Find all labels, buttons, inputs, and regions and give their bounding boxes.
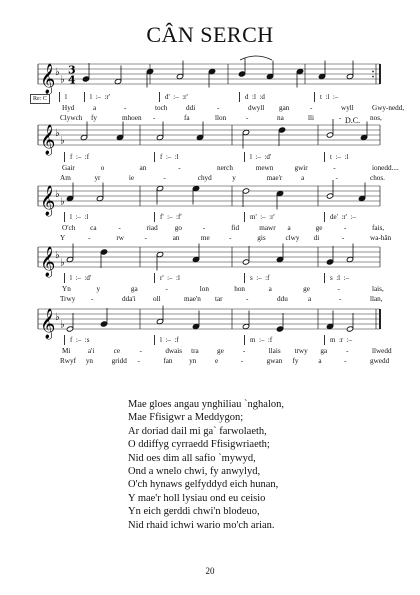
lyric-syllable: -	[240, 357, 244, 365]
flat-sign: ♭	[60, 257, 65, 269]
note-head	[358, 195, 365, 201]
note-head	[296, 68, 303, 74]
note-head	[156, 134, 163, 140]
lyric-syllable: -	[217, 104, 220, 112]
note-head	[276, 256, 283, 262]
lyric-syllable: ga	[320, 347, 328, 355]
note-head	[266, 73, 273, 79]
lyric-syllable: -	[137, 357, 140, 365]
lyric-syllable: -	[124, 104, 127, 112]
note-head	[156, 318, 163, 324]
solfa-bar: d :l :d	[245, 93, 265, 101]
note-head	[326, 193, 333, 199]
lyric-syllable: llan,	[370, 295, 383, 303]
lyric-syllable: ga	[130, 285, 138, 293]
solfa-bar: m :r :–	[330, 336, 353, 344]
lyric-syllable: fan	[163, 357, 173, 365]
lyric-syllable: ge	[217, 347, 224, 355]
note-head	[276, 326, 283, 332]
note-head	[176, 73, 183, 79]
lyric-syllable: llwedd	[372, 347, 392, 355]
solfa-bar: l :– :d'	[250, 153, 272, 161]
lyric-syllable: trwy	[294, 347, 308, 355]
lyric-syllable: a	[287, 224, 291, 232]
flat-sign: ♭	[55, 250, 60, 261]
solfa-bar-divider	[64, 152, 65, 162]
lyric-syllable: rw	[116, 234, 124, 242]
solfa-bar-divider	[244, 212, 245, 222]
lyric-syllable: mae'r	[266, 174, 283, 182]
solfa-bar-divider	[244, 273, 245, 283]
note-head	[326, 132, 333, 138]
note-head	[326, 323, 333, 329]
lyric-syllable: wyll	[341, 104, 354, 112]
verse-block	[128, 398, 284, 532]
verse-line: Ar doriad dail mi ga` farwolaeth,	[128, 425, 267, 437]
lyric-syllable: nerch	[217, 164, 233, 172]
lyric-syllable: ddi	[186, 104, 196, 112]
note-head	[66, 326, 73, 332]
lyric-syllable: -	[246, 114, 249, 122]
lyric-syllable: lli	[308, 114, 314, 122]
lyric-syllable: ionedd....	[372, 164, 399, 172]
lyric-syllable: ie	[128, 174, 135, 182]
solfa-bar: f' :– :f'	[160, 213, 182, 221]
lyric-syllable: Rwyf	[60, 357, 76, 365]
lyric-syllable: -	[118, 224, 121, 232]
solfa-bar: d' :– :r'	[165, 93, 188, 101]
lyric-syllable: tar	[215, 295, 223, 303]
lyric-syllable: Gwy-nedd,	[372, 104, 405, 112]
lyric-syllable: -	[144, 234, 147, 242]
lyric-syllable: yn	[85, 357, 94, 365]
lyric-syllable: na	[277, 114, 284, 122]
lyric-syllable: -	[242, 347, 246, 355]
repeat-dot	[372, 76, 374, 78]
lyric-syllable: go	[174, 224, 182, 232]
lyric-syllable: fais,	[372, 224, 385, 232]
note-head	[192, 185, 199, 191]
solfa-bar-divider	[239, 92, 240, 102]
note-head	[146, 68, 153, 74]
lyric-syllable: -	[346, 347, 349, 355]
solfa-bar-divider	[244, 152, 245, 162]
lyric-syllable: nos,	[370, 114, 382, 122]
treble-clef: 𝄞	[40, 309, 56, 339]
lyric-syllable: -	[202, 224, 206, 232]
note-head	[346, 73, 353, 79]
lyric-syllable: llon	[215, 114, 227, 122]
lyric-syllable: dwyll	[248, 104, 265, 112]
lyric-syllable: -	[139, 347, 142, 355]
flat-sign: ♭	[55, 67, 60, 78]
lyric-syllable: chyd	[197, 174, 212, 182]
solfa-bar: f :– :f	[70, 153, 90, 161]
lyric-syllable: Trwy	[60, 295, 76, 303]
solfa-bar-divider	[314, 92, 315, 102]
solfa-bar-divider	[324, 152, 325, 162]
solfa-bar-divider	[324, 335, 325, 345]
solfa-bar-divider	[154, 335, 155, 345]
lyric-syllable: di	[313, 234, 320, 242]
lyric-syllable: llais	[268, 347, 281, 355]
note-head	[346, 256, 353, 262]
note-head	[278, 127, 285, 133]
lyric-syllable: O'ch	[62, 224, 76, 232]
verse-line: Ond a wnelo chwi, fy anwylyd,	[128, 466, 261, 478]
solfa-bar: m' :– :r'	[250, 213, 275, 221]
solfa-bar: r' :– :l	[160, 274, 180, 282]
note-head	[156, 251, 163, 257]
lyric-syllable: an	[172, 234, 180, 242]
da-capo-marking: D.C.	[345, 116, 361, 125]
note-head	[276, 190, 283, 196]
lyric-syllable: -	[163, 174, 166, 182]
note-head	[242, 259, 249, 265]
lyric-syllable: a	[93, 104, 97, 112]
solfa-bar: l :– :l	[70, 213, 89, 221]
lyric-syllable: a'i	[87, 347, 95, 355]
solfa-bar: s :– :f	[250, 274, 270, 282]
flat-sign: ♭	[60, 319, 65, 331]
lyric-syllable: a	[308, 295, 312, 303]
lyric-syllable: an	[139, 164, 147, 172]
solfa-bar-divider	[154, 273, 155, 283]
flat-sign: ♭	[55, 312, 60, 323]
solfa-bar-divider	[159, 92, 160, 102]
solfa-bar-divider	[64, 273, 65, 283]
solfa-bar-divider	[324, 212, 325, 222]
lyric-syllable: mawr	[259, 224, 276, 232]
note-head	[100, 249, 107, 255]
solfa-bar-divider	[64, 335, 65, 345]
lyric-syllable: y	[96, 285, 101, 293]
lyric-syllable: gan	[279, 104, 290, 112]
solfa-bar: l	[65, 93, 67, 101]
flat-sign: ♭	[55, 189, 60, 200]
lyric-syllable: ddu	[277, 295, 288, 303]
lyric-syllable: fy	[292, 357, 299, 365]
lyric-syllable: -	[91, 295, 94, 303]
lyric-syllable: ge	[303, 285, 310, 293]
lyric-syllable: lais,	[372, 285, 384, 293]
lyric-syllable: yr	[94, 174, 101, 182]
note-head	[100, 321, 107, 327]
flat-sign: ♭	[60, 196, 65, 208]
lyric-syllable: a	[301, 174, 305, 182]
lyric-syllable: hon	[234, 285, 245, 293]
note-head	[242, 188, 249, 194]
lyric-syllable: oll	[153, 295, 161, 303]
lyric-syllable: ce	[113, 347, 121, 355]
key-signature-label: Re: C	[30, 94, 50, 104]
solfa-bar-divider	[154, 152, 155, 162]
note-head	[238, 71, 245, 77]
lyric-syllable: Yn	[62, 285, 71, 293]
solfa-bar: t :l :–	[320, 93, 339, 101]
lyric-syllable: clwy	[285, 234, 300, 242]
lyric-syllable: gis	[257, 234, 266, 242]
lyric-syllable: gwedd	[370, 357, 390, 365]
lyric-syllable: gwan	[266, 357, 283, 365]
solfa-bar-divider	[154, 212, 155, 222]
lyric-syllable: -	[335, 174, 338, 182]
flat-sign: ♭	[60, 74, 65, 86]
lyric-syllable: ge	[315, 224, 323, 232]
solfa-bar: m :– :f	[250, 336, 273, 344]
note-head	[318, 73, 325, 79]
lyric-syllable: me	[200, 234, 210, 242]
verse-line: Y mae'r holl lysiau ond eu ceisio	[128, 492, 266, 504]
lyric-syllable: ca	[90, 224, 97, 232]
note-head	[346, 326, 353, 332]
lyric-syllable: -	[333, 164, 336, 172]
verse-line: Nid oes dim all safio `mywyd,	[128, 452, 256, 464]
note-head	[116, 134, 123, 140]
solfa-bar: f :– :s	[70, 336, 90, 344]
note-head	[208, 68, 215, 74]
note-head	[114, 78, 121, 84]
lyric-syllable: Y	[60, 234, 66, 242]
lyric-syllable: -	[344, 357, 347, 365]
lyric-syllable: -	[246, 295, 249, 303]
lyric-syllable: a	[318, 357, 322, 365]
solfa-bar: l :– :d'	[70, 274, 92, 282]
lyric-syllable: Mi	[62, 347, 71, 355]
lyric-syllable: -	[341, 234, 345, 242]
verse-line: Mae gloes angau ynghiliau `nghalon,	[128, 399, 285, 410]
time-signature-bottom: 4	[68, 73, 76, 87]
lyric-syllable: Clywch	[60, 114, 83, 122]
repeat-dot	[372, 71, 374, 73]
treble-clef: 𝄞	[40, 125, 56, 155]
solfa-bar-divider	[244, 335, 245, 345]
lyric-syllable: Hyd	[62, 104, 75, 112]
solfa-bar: f :– :l	[160, 153, 179, 161]
note-head	[326, 259, 333, 265]
verse-line: Nid rhaid ichwi wario mo'ch arian.	[128, 519, 275, 531]
solfa-bar: de' :r' :–	[330, 213, 356, 221]
lyric-syllable: wa-hân	[370, 234, 392, 242]
lyric-syllable: toch	[155, 104, 168, 112]
note-head	[80, 134, 87, 140]
lyric-syllable: dda'i	[122, 295, 136, 303]
song-title: CÂN SERCH	[146, 22, 274, 47]
lyric-syllable: fid	[231, 224, 240, 232]
note-head	[192, 256, 199, 262]
note-head	[96, 195, 103, 201]
lyric-syllable: riad	[146, 224, 158, 232]
note-head	[192, 323, 199, 329]
lyric-syllable: -	[88, 234, 91, 242]
lyric-syllable: gridd	[111, 357, 127, 365]
lyric-syllable: yn	[189, 357, 197, 365]
treble-clef: 𝄞	[40, 247, 56, 277]
lyric-syllable: a	[268, 285, 272, 293]
note-head	[360, 134, 367, 140]
lyric-syllable: Gair	[62, 164, 75, 172]
verse-line: O'ch hynaws gelfyddyd eich hunan,	[128, 479, 279, 491]
lyric-syllable: -	[339, 295, 342, 303]
verse-line: O ddiffyg cyrraedd Ffisigwriaeth;	[128, 439, 270, 451]
time-signature-top: 3	[68, 63, 76, 77]
note-head	[242, 129, 249, 135]
lyric-syllable: y	[232, 174, 236, 182]
lyric-syllable: mewn	[255, 164, 274, 172]
solfa-bar: l :– :r'	[90, 93, 110, 101]
treble-clef: 𝄞	[40, 64, 56, 94]
lyric-syllable: -	[153, 114, 156, 122]
lyric-syllable: -	[178, 164, 181, 172]
solfa-bar-divider	[59, 92, 60, 102]
treble-clef: 𝄞	[40, 186, 56, 216]
lyric-syllable: -	[339, 114, 342, 122]
note-head	[66, 195, 73, 201]
solfa-bar-divider	[324, 273, 325, 283]
lyric-syllable: tra	[191, 347, 199, 355]
lyric-syllable: o	[100, 164, 105, 172]
solfa-bar-divider	[84, 92, 85, 102]
flat-sign: ♭	[55, 128, 60, 139]
note-head	[82, 76, 89, 82]
page-number: 20	[205, 566, 215, 576]
lyric-syllable: Am	[60, 174, 71, 182]
lyric-syllable: e	[215, 357, 219, 365]
lyric-syllable: gwir	[294, 164, 308, 172]
solfa-bar-divider	[64, 212, 65, 222]
lyric-syllable: lon	[199, 285, 209, 293]
note-head	[196, 134, 203, 140]
lyric-syllable: fy	[91, 114, 97, 122]
lyric-syllable: -	[343, 224, 347, 232]
lyric-syllable: mhoen	[122, 114, 142, 122]
lyric-syllable: mae'n	[184, 295, 201, 303]
lyric-syllable: fa	[184, 114, 190, 122]
flat-sign: ♭	[60, 135, 65, 147]
solfa-bar: l :– :f	[160, 336, 179, 344]
verse-line: Mae Ffisigwr a Meddygon;	[128, 412, 244, 424]
lyric-syllable: -	[229, 234, 232, 242]
lyric-syllable: -	[165, 285, 168, 293]
lyric-syllable: chos.	[370, 174, 385, 182]
solfa-bar: t :– :l	[330, 153, 349, 161]
solfa-bar: s :l :–	[330, 274, 350, 282]
note-head	[242, 323, 249, 329]
note-head	[66, 256, 73, 262]
verse-line: Yn eich gerddi chwi'n blodeuo,	[128, 506, 260, 518]
lyric-syllable: -	[337, 285, 340, 293]
lyric-syllable: dwais	[165, 347, 183, 355]
note-head	[156, 185, 163, 191]
lyric-syllable: -	[310, 104, 313, 112]
